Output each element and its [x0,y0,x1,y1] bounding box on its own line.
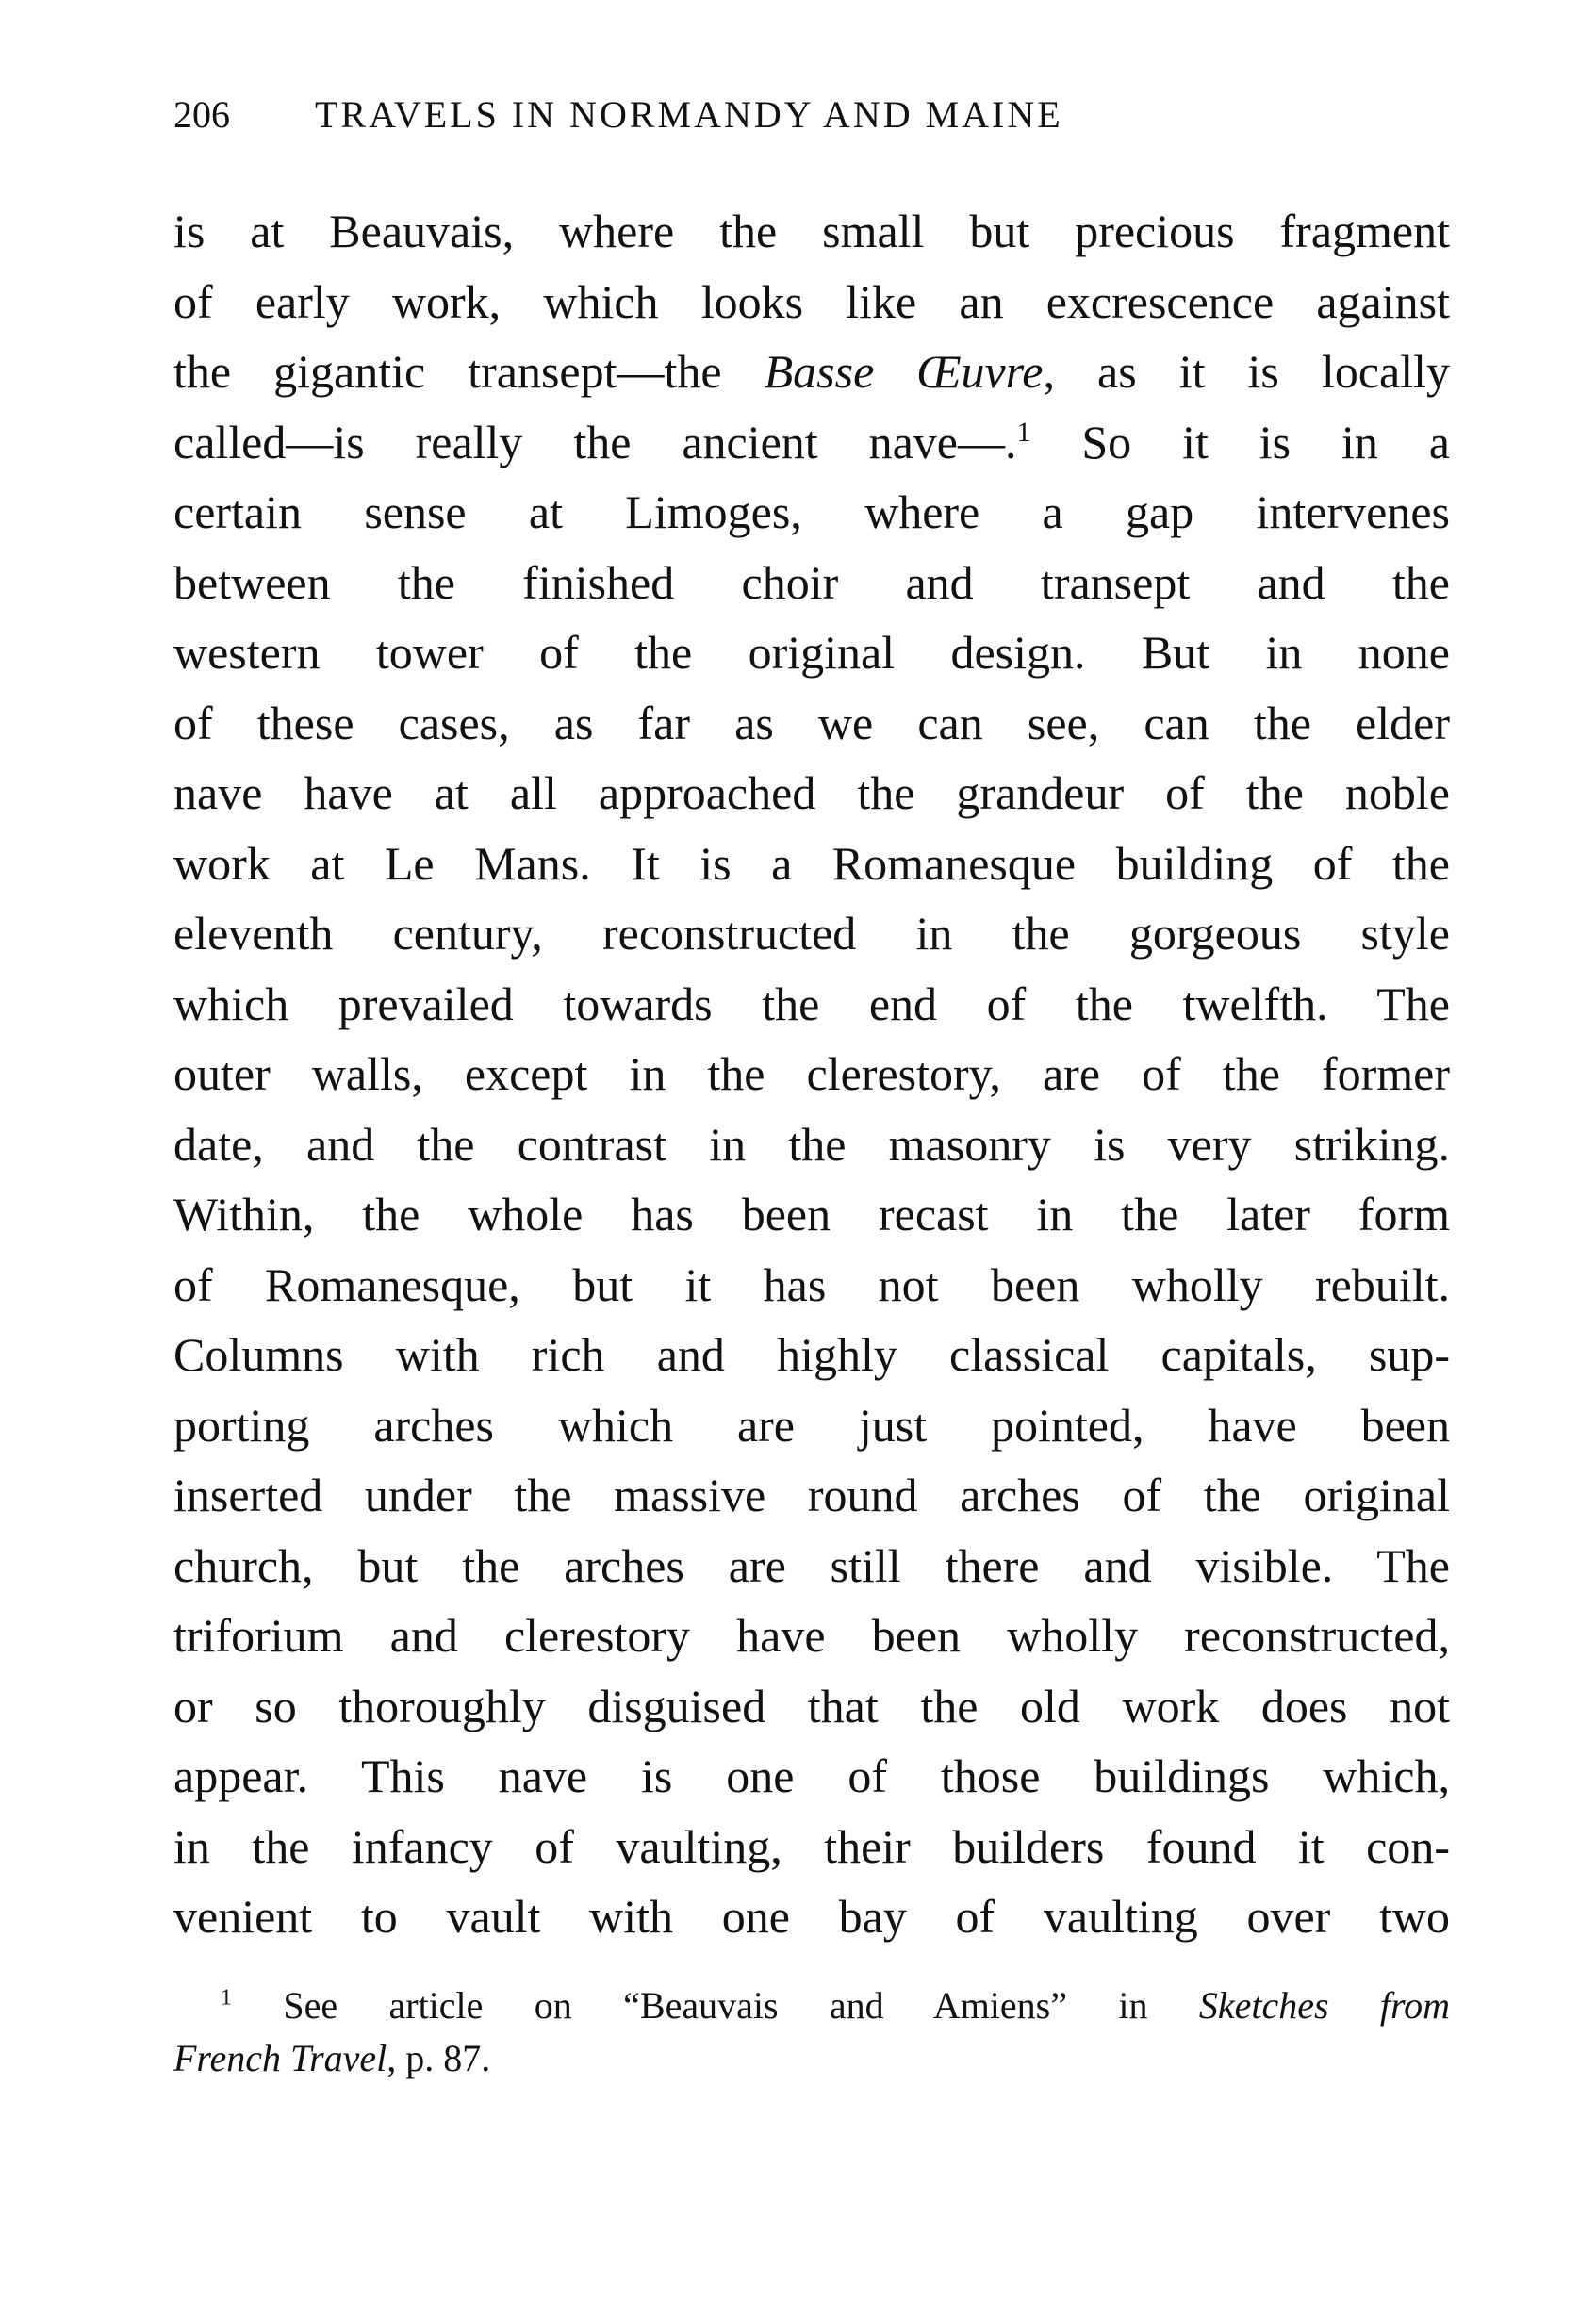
page-number: 206 [173,93,230,136]
footnote-line-2 [173,2032,1450,2085]
text-line: triforium and clerestory have been wholly reconstructed, [173,1609,1450,1662]
text-segment: So it is in a [1030,415,1450,468]
text-line: or so thoroughly disguised that the old work does not [173,1679,1450,1732]
text-line: between the finished choir and transept and the [173,555,1450,609]
text-line [173,407,1450,478]
text-line: Within, the whole has been recast in the later form [173,1188,1450,1240]
text-line: in the infancy of vaulting, their builders found it con- [173,1819,1450,1873]
body-text [173,196,1450,1952]
text-line: of these cases, as far as we can see, can the elder [173,696,1450,749]
text-line: which prevailed towards the end of the twelfth. The [173,977,1450,1030]
footnote-marker: 1 [221,1985,232,2011]
footnote-reference: 1 [1016,416,1031,448]
footnote [173,1979,1450,2085]
text-line: of Romanesque, but it has not been wholly rebuilt. [173,1257,1450,1311]
text-line: nave have at all approached the grandeur of the noble [173,766,1450,819]
text-line: outer walls, except in the clerestory, are of the former [173,1047,1450,1100]
text-line: eleventh century, reconstructed in the gorgeous style [173,907,1450,960]
text-segment: , as it is locally [1043,345,1450,398]
text-line: venient to vault with one bay of vaulting over two [173,1890,1450,1943]
text-line: certain sense at Limoges, where a gap intervenes [173,485,1450,538]
footnote-line-1 [173,1979,1450,2032]
text-line: is at Beauvais, where the small but precious fragment [173,205,1450,257]
text-line [173,337,1450,407]
text-line: western tower of the original design. But in none [173,626,1450,679]
text-segment: the gigantic transept—the [173,345,765,398]
footnote-text: See article on “Beauvais and Amiens” in [232,1984,1199,2027]
footnote-book-title: Sketches from [1198,1984,1450,2027]
italic-term: Basse Œuvre [764,345,1044,398]
text-line: church, but the arches are still there and visible. The [173,1538,1450,1592]
text-segment: called—is really the ancient nave—. [173,415,1017,468]
text-line: porting arches which are just pointed, have been [173,1398,1450,1452]
footnote-book-title-cont: French Travel [173,2037,387,2079]
text-line: Columns with rich and highly classical capitals, sup- [173,1328,1450,1381]
page-header [173,92,1286,149]
text-line: inserted under the massive round arches of the original [173,1469,1450,1521]
text-line: appear. This nave is one of those buildings which, [173,1749,1450,1802]
running-head: TRAVELS IN NORMANDY AND MAINE [315,93,1063,136]
text-line: date, and the contrast in the masonry is very striking. [173,1117,1450,1171]
text-line: of early work, which looks like an excrescence against [173,274,1450,328]
footnote-page-ref: , p. 87. [387,2037,491,2079]
text-line: work at Le Mans. It is a Romanesque building of the [173,836,1450,890]
